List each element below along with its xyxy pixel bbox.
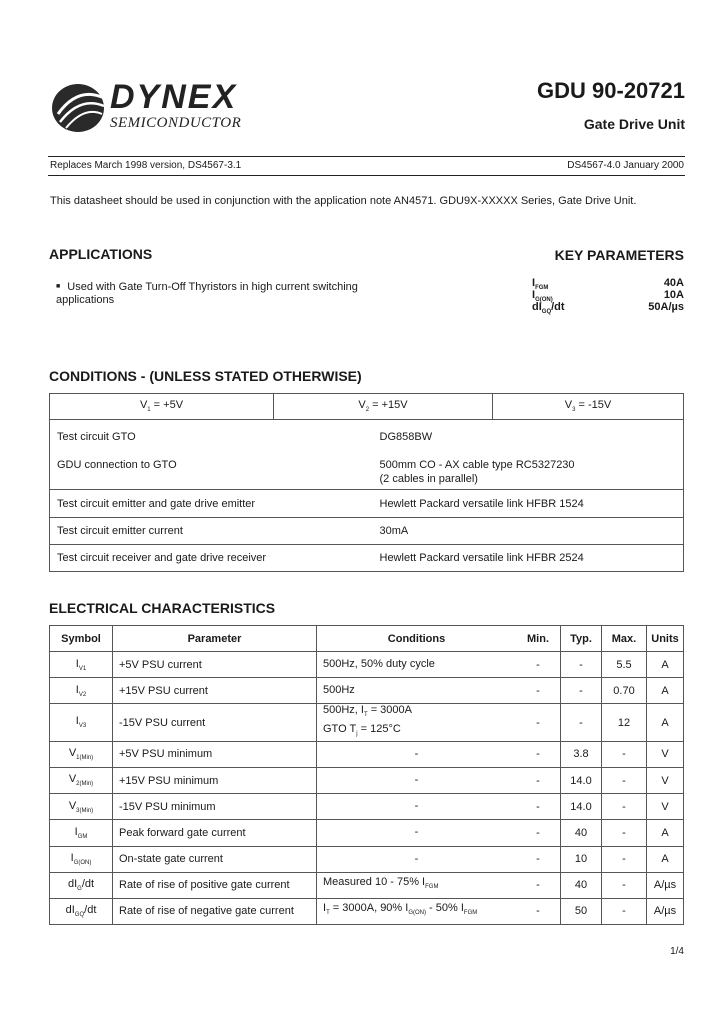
symbol-main: V bbox=[68, 747, 77, 760]
key-parameter-symbol bbox=[532, 289, 553, 304]
symbol-subscript: 3(Min) bbox=[76, 807, 94, 814]
page-number: 1/4 bbox=[670, 946, 684, 957]
symbol-subscript: V1 bbox=[78, 665, 87, 672]
symbol-subscript: G bbox=[77, 886, 82, 893]
symbol-main: dI bbox=[67, 878, 78, 891]
key-parameter-value: 10A bbox=[663, 289, 684, 301]
conditions-text: - bbox=[414, 800, 419, 813]
conditions-cell bbox=[317, 872, 517, 898]
symbol-main: V bbox=[68, 799, 77, 812]
max-cell: - bbox=[602, 820, 647, 846]
min-cell: - bbox=[516, 652, 561, 678]
symbol-main: I bbox=[532, 289, 536, 301]
units-cell: A bbox=[647, 820, 684, 846]
symbol-subscript: GQ bbox=[74, 912, 85, 919]
brand-subtitle: SEMICONDUCTOR bbox=[110, 115, 242, 131]
electrical-table bbox=[49, 625, 684, 925]
conditions-text: GTO T bbox=[323, 722, 357, 735]
typ-cell: - bbox=[561, 652, 602, 678]
table-row bbox=[50, 704, 684, 741]
col-conditions: Conditions bbox=[317, 626, 517, 652]
symbol-cell bbox=[50, 652, 113, 678]
applications-heading: APPLICATIONS bbox=[49, 246, 153, 262]
conditions-label: GDU connection to GTO bbox=[57, 459, 177, 471]
conditions-row bbox=[50, 545, 684, 572]
conditions-cell bbox=[317, 794, 517, 820]
symbol-main: I bbox=[75, 657, 79, 670]
symbol-subscript: FGM bbox=[535, 285, 549, 292]
symbol-main: dI bbox=[532, 301, 542, 313]
conditions-label: Test circuit GTO bbox=[57, 431, 136, 443]
conditions-cell bbox=[317, 652, 517, 678]
symbol-main: dI bbox=[65, 904, 75, 917]
conditions-label: Test circuit emitter current bbox=[50, 518, 274, 545]
conditions-text: - bbox=[414, 826, 419, 839]
min-cell: - bbox=[516, 820, 561, 846]
applications-item bbox=[56, 280, 376, 307]
table-row bbox=[50, 898, 684, 924]
symbol-main: I bbox=[75, 683, 79, 696]
parameter-cell: +15V PSU current bbox=[113, 678, 317, 704]
parameter-cell: +15V PSU minimum bbox=[113, 767, 317, 793]
table-row bbox=[50, 872, 684, 898]
conditions-line bbox=[321, 748, 512, 761]
symbol-subscript: V2 bbox=[78, 691, 87, 698]
bullet-icon: ■ bbox=[56, 283, 61, 290]
conditions-text: I bbox=[323, 902, 327, 915]
units-cell: V bbox=[647, 767, 684, 793]
max-cell: 0.70 bbox=[602, 678, 647, 704]
key-parameters-heading: KEY PARAMETERS bbox=[554, 247, 684, 263]
max-cell: 12 bbox=[602, 704, 647, 741]
conditions-text: - bbox=[414, 774, 419, 787]
key-parameter-symbol bbox=[532, 301, 565, 316]
units-cell: V bbox=[647, 741, 684, 767]
units-cell: A/µs bbox=[647, 898, 684, 924]
conditions-value: Hewlett Packard versatile link HFBR 2524 bbox=[274, 545, 684, 572]
col-units: Units bbox=[647, 626, 684, 652]
parameter-cell: Peak forward gate current bbox=[113, 820, 317, 846]
conditions-text: 500Hz bbox=[323, 684, 355, 697]
min-cell: - bbox=[516, 704, 561, 741]
key-parameter-row bbox=[532, 301, 684, 316]
symbol-cell bbox=[50, 872, 113, 898]
typ-cell: 50 bbox=[561, 898, 602, 924]
conditions-row bbox=[50, 490, 684, 518]
voltage-row bbox=[50, 394, 684, 420]
units-cell: A bbox=[647, 652, 684, 678]
conditions-cell bbox=[317, 767, 517, 793]
dynex-logo-mark-icon bbox=[50, 80, 110, 136]
units-cell: A bbox=[647, 846, 684, 872]
parameter-cell: -15V PSU current bbox=[113, 704, 317, 741]
conditions-cell bbox=[317, 820, 517, 846]
conditions-subscript: G(ON) bbox=[408, 910, 426, 917]
electrical-header-row bbox=[50, 626, 684, 652]
conditions-subscript: T bbox=[363, 712, 368, 719]
conditions-text: - bbox=[414, 852, 419, 865]
symbol-main: I bbox=[532, 277, 536, 289]
col-symbol: Symbol bbox=[50, 626, 113, 652]
typ-cell: 10 bbox=[561, 846, 602, 872]
symbol-main: I bbox=[75, 715, 79, 728]
v3-cell: $V_3 = -15V$ bbox=[493, 394, 684, 420]
typ-cell: - bbox=[561, 704, 602, 741]
units-cell: A bbox=[647, 704, 684, 741]
conditions-table bbox=[49, 393, 684, 572]
key-parameter-symbol bbox=[532, 277, 549, 292]
conditions-row bbox=[50, 518, 684, 545]
applications-item-line2: applications bbox=[56, 294, 115, 306]
table-row bbox=[50, 741, 684, 767]
table-row bbox=[50, 820, 684, 846]
max-cell: - bbox=[602, 872, 647, 898]
symbol-cell bbox=[50, 741, 113, 767]
table-row bbox=[50, 678, 684, 704]
conditions-cell bbox=[317, 846, 517, 872]
parameter-cell: Rate of rise of positive gate current bbox=[113, 872, 317, 898]
key-parameter-value: 40A bbox=[663, 277, 684, 289]
conditions-subscript: T bbox=[326, 910, 330, 917]
conditions-line bbox=[323, 684, 512, 697]
min-cell: - bbox=[516, 767, 561, 793]
applications-item-line1: Used with Gate Turn-Off Thyristors in high current switching bbox=[67, 281, 358, 293]
conditions-cell bbox=[317, 704, 517, 741]
conditions-line bbox=[323, 704, 512, 722]
key-parameters-list bbox=[532, 277, 684, 316]
symbol-tail: /dt bbox=[551, 301, 565, 313]
typ-cell: 14.0 bbox=[561, 767, 602, 793]
min-cell: - bbox=[516, 846, 561, 872]
symbol-subscript: G(ON) bbox=[535, 297, 553, 304]
v2-cell: $V_2 = +15V$ bbox=[274, 394, 493, 420]
parameter-cell: +5V PSU minimum bbox=[113, 741, 317, 767]
min-cell: - bbox=[516, 741, 561, 767]
document-reference: DS4567-4.0 January 2000 bbox=[567, 160, 684, 171]
v1-cell: $V_1 = +5V$ bbox=[50, 394, 274, 420]
conditions-text: 500Hz, I bbox=[323, 704, 364, 717]
conditions-label: Test circuit receiver and gate drive receiver bbox=[50, 545, 274, 572]
max-cell: - bbox=[602, 741, 647, 767]
table-row bbox=[50, 652, 684, 678]
subheader-divider bbox=[48, 175, 685, 176]
electrical-heading: ELECTRICAL CHARACTERISTICS bbox=[49, 600, 276, 616]
conditions-subscript: j bbox=[356, 730, 358, 737]
typ-cell: - bbox=[561, 678, 602, 704]
min-cell: - bbox=[516, 794, 561, 820]
conditions-text: Measured 10 - 75% I bbox=[323, 876, 426, 889]
conditions-text: 500Hz, 50% duty cycle bbox=[323, 658, 435, 671]
parameter-cell: +5V PSU current bbox=[113, 652, 317, 678]
symbol-subscript: 2(Min) bbox=[76, 781, 94, 788]
part-number: GDU 90-20721 bbox=[537, 78, 685, 103]
parameter-cell: On-state gate current bbox=[113, 846, 317, 872]
conditions-cell bbox=[317, 898, 517, 924]
symbol-main: V bbox=[68, 773, 77, 786]
conditions-line bbox=[323, 902, 512, 920]
header-divider bbox=[48, 156, 685, 157]
units-cell: V bbox=[647, 794, 684, 820]
key-parameter-row bbox=[532, 277, 684, 292]
table-row bbox=[50, 767, 684, 793]
conditions-value: 30mA bbox=[274, 518, 684, 545]
conditions-cell bbox=[317, 678, 517, 704]
conditions-text: - 50% I bbox=[426, 902, 464, 915]
symbol-subscript: V3 bbox=[78, 723, 87, 730]
intro-text: This datasheet should be used in conjunction with the application note AN4571. GDU9X-XXXXX Series, Gate Drive Unit. bbox=[50, 195, 637, 207]
max-cell: - bbox=[602, 846, 647, 872]
conditions-line bbox=[321, 774, 512, 787]
symbol-cell bbox=[50, 898, 113, 924]
symbol-tail: /dt bbox=[84, 904, 97, 917]
col-min: Min. bbox=[516, 626, 561, 652]
max-cell: - bbox=[602, 767, 647, 793]
conditions-line bbox=[323, 658, 512, 671]
symbol-cell bbox=[50, 767, 113, 793]
conditions-line bbox=[321, 800, 512, 813]
symbol-cell bbox=[50, 820, 113, 846]
symbol-tail: /dt bbox=[81, 878, 95, 891]
max-cell: 5.5 bbox=[602, 652, 647, 678]
conditions-subscript: FGM bbox=[463, 910, 478, 917]
conditions-line bbox=[321, 853, 512, 866]
conditions-label-cell bbox=[50, 420, 274, 490]
conditions-heading: CONDITIONS - (UNLESS STATED OTHERWISE) bbox=[49, 368, 362, 384]
conditions-text: - bbox=[414, 747, 419, 760]
conditions-line bbox=[323, 723, 512, 741]
typ-cell: 14.0 bbox=[561, 794, 602, 820]
col-typ: Typ. bbox=[561, 626, 602, 652]
conditions-cell bbox=[317, 741, 517, 767]
parameter-cell: Rate of rise of negative gate current bbox=[113, 898, 317, 924]
conditions-text: = 3000A, 90% I bbox=[329, 902, 409, 915]
min-cell: - bbox=[516, 898, 561, 924]
symbol-cell bbox=[50, 846, 113, 872]
symbol-subscript: G(ON) bbox=[73, 860, 92, 867]
conditions-value: (2 cables in parallel) bbox=[379, 473, 478, 485]
symbol-subscript: 1(Min) bbox=[76, 755, 94, 762]
max-cell: - bbox=[602, 898, 647, 924]
min-cell: - bbox=[516, 678, 561, 704]
typ-cell: 3.8 bbox=[561, 741, 602, 767]
col-max: Max. bbox=[602, 626, 647, 652]
conditions-label: Test circuit emitter and gate drive emitter bbox=[50, 490, 274, 518]
min-cell: - bbox=[516, 872, 561, 898]
conditions-value: 500mm CO - AX cable type RC5327230 bbox=[379, 459, 575, 471]
max-cell: - bbox=[602, 794, 647, 820]
typ-cell: 40 bbox=[561, 872, 602, 898]
symbol-cell bbox=[50, 678, 113, 704]
symbol-main: I bbox=[74, 825, 78, 838]
replaces-note: Replaces March 1998 version, DS4567-3.1 bbox=[50, 160, 242, 171]
key-parameter-value: 50A/µs bbox=[648, 301, 684, 313]
conditions-line bbox=[323, 876, 512, 894]
conditions-value-cell bbox=[274, 420, 684, 490]
conditions-text: = 125°C bbox=[357, 722, 401, 735]
parameter-cell: -15V PSU minimum bbox=[113, 794, 317, 820]
table-row bbox=[50, 794, 684, 820]
symbol-subscript: GQ bbox=[541, 309, 552, 316]
typ-cell: 40 bbox=[561, 820, 602, 846]
conditions-value: DG858BW bbox=[379, 431, 433, 443]
symbol-cell bbox=[50, 794, 113, 820]
conditions-subscript: FGM bbox=[425, 884, 439, 891]
table-row bbox=[50, 846, 684, 872]
brand-name: DYNEX bbox=[110, 78, 238, 116]
key-parameter-row bbox=[532, 289, 684, 304]
symbol-cell bbox=[50, 704, 113, 741]
symbol-subscript: GM bbox=[77, 834, 88, 840]
conditions-value: Hewlett Packard versatile link HFBR 1524 bbox=[274, 490, 684, 518]
conditions-text: = 3000A bbox=[367, 704, 412, 717]
units-cell: A bbox=[647, 678, 684, 704]
conditions-line bbox=[321, 826, 512, 839]
conditions-row-gto bbox=[50, 420, 684, 490]
product-name: Gate Drive Unit bbox=[583, 116, 685, 132]
symbol-main: I bbox=[70, 852, 74, 864]
col-parameter: Parameter bbox=[113, 626, 317, 652]
units-cell: A/µs bbox=[647, 872, 684, 898]
